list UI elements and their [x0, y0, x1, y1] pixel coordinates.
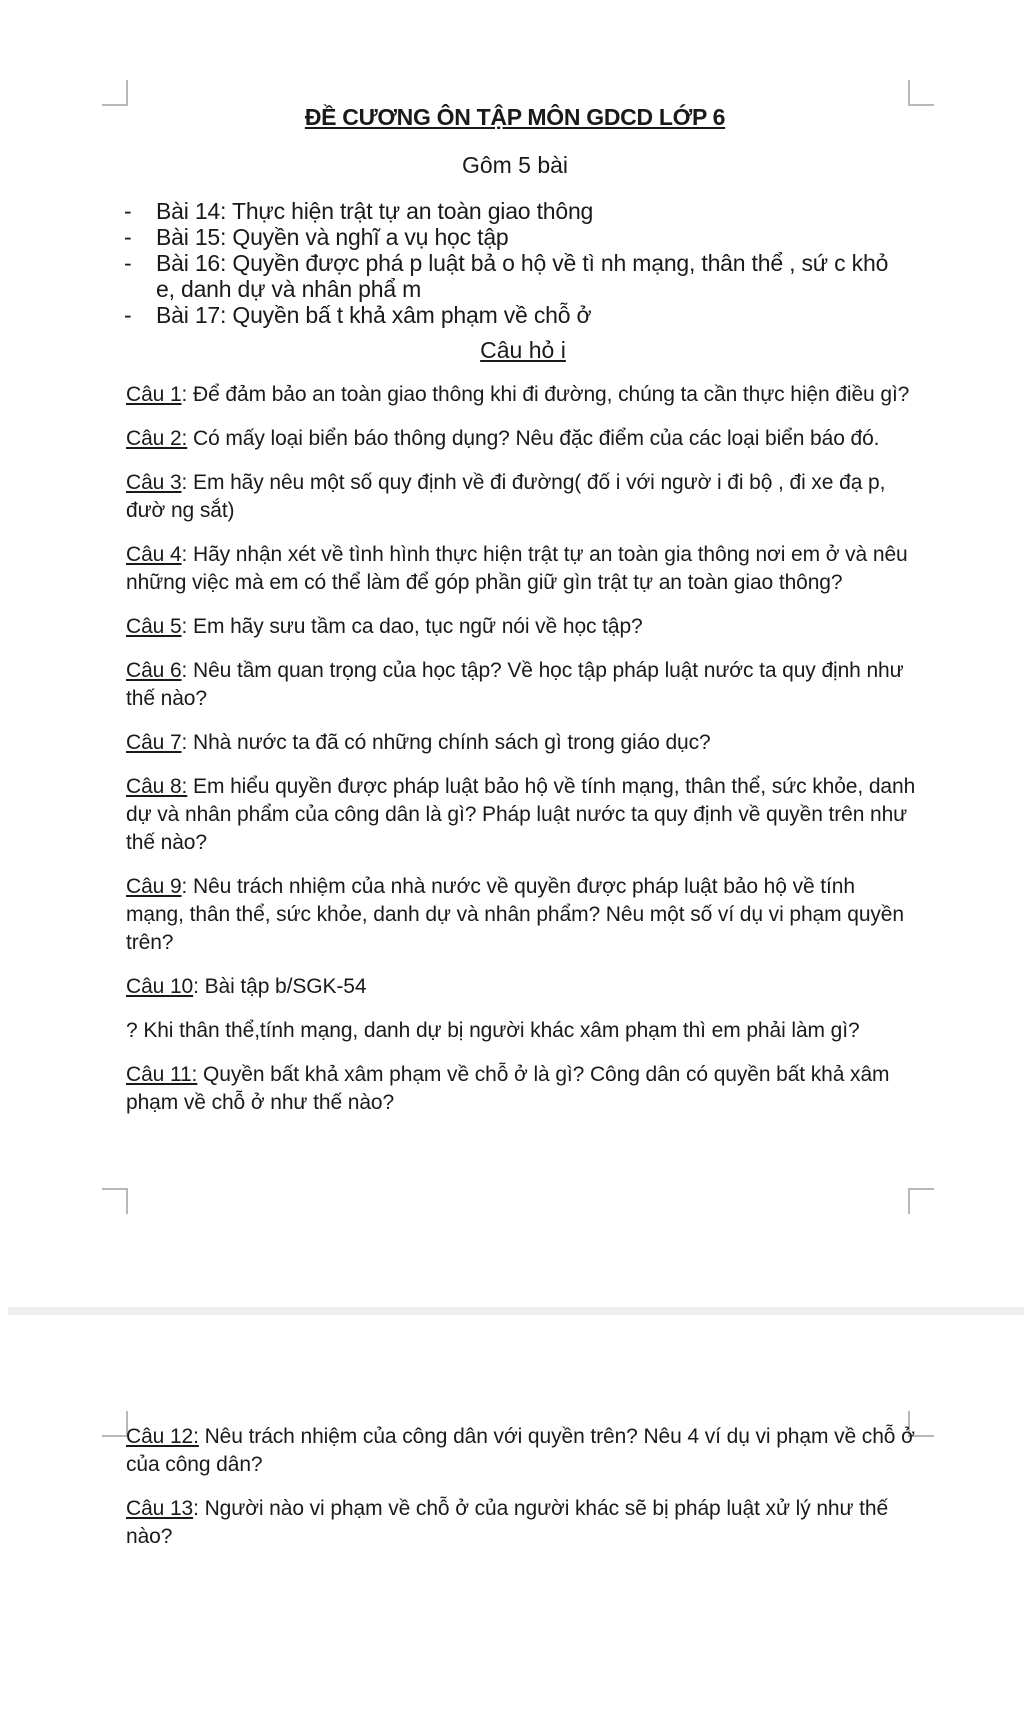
question-separator: : — [181, 383, 194, 406]
question-text: Nhà nước ta đã có những chính sách gì trong giáo dục? — [193, 731, 711, 754]
question-separator: : — [181, 875, 194, 898]
question-label: Câu 6 — [126, 659, 182, 682]
question-separator: : — [181, 471, 194, 494]
question-label: Câu 11: — [126, 1063, 198, 1086]
question-label: Câu 9 — [126, 875, 182, 898]
question-item — [126, 613, 916, 641]
question-text: Em hãy nêu một số quy định về đi đường( đố i với ngườ i đi bộ , đi xe đạ p, đườ ng sắt) — [126, 471, 886, 522]
question-label: Câu 5 — [126, 615, 182, 638]
question-text: Nêu trách nhiệm của công dân với quyền trên? Nêu 4 ví dụ vi phạm về chỗ ở của công dân? — [126, 1425, 915, 1476]
question-text: ? Khi thân thể,tính mạng, danh dự bị người khác xâm phạm thì em phải làm gì? — [126, 1019, 860, 1042]
crop-mark-bottom-right — [908, 1188, 934, 1214]
question-list — [126, 381, 916, 1133]
list-dash: - — [124, 302, 132, 328]
question-text: Quyền bất khả xâm phạm về chỗ ở là gì? Công dân có quyền bất khả xâm phạm về chỗ ở như thế nào? — [126, 1063, 890, 1114]
lesson-item: - Bài 15: Quyền và nghĩ a vụ học tập — [124, 224, 509, 250]
question-text: Em hãy sưu tầm ca dao, tục ngữ nói về học tập? — [193, 615, 643, 638]
question-item — [126, 381, 916, 409]
question-label: Câu 12: — [126, 1425, 199, 1448]
lesson-list — [120, 198, 900, 328]
question-separator: : — [193, 975, 205, 998]
question-separator: : — [193, 1497, 205, 1520]
question-text: Hãy nhận xét về tình hình thực hiện trật tự an toàn gia thông nơi em ở và nêu những việc mà em có thể làm để góp phần giữ gìn trật tự an toàn giao thông? — [126, 543, 908, 594]
question-item — [126, 1495, 916, 1551]
question-label: Câu 2: — [126, 427, 188, 450]
question-label: Câu 4 — [126, 543, 182, 566]
crop-mark-top-left — [102, 80, 128, 106]
question-item — [126, 541, 916, 597]
question-separator: : — [181, 543, 194, 566]
question-separator: : — [181, 659, 194, 682]
crop-mark-bottom-left — [102, 1188, 128, 1214]
document-title: ĐỀ CƯƠNG ÔN TẬP MÔN GDCD LỚP 6 — [304, 104, 726, 130]
question-label: Câu 13 — [126, 1497, 194, 1520]
question-item — [126, 1061, 916, 1117]
list-dash: - — [124, 224, 132, 250]
question-item — [126, 973, 916, 1001]
question-list — [126, 1423, 916, 1567]
question-label: Câu 10 — [126, 975, 194, 998]
crop-mark-top-right — [908, 80, 934, 106]
question-text: Để đảm bảo an toàn giao thông khi đi đường, chúng ta cần thực hiện điều gì? — [193, 383, 910, 406]
question-label: Câu 7 — [126, 731, 182, 754]
question-item — [126, 425, 916, 453]
lesson-item: - Bài 16: Quyền được phá p luật bả o hộ về tì nh mạng, thân thể , sứ c khỏ e, danh dự và nhân phẩ m — [124, 250, 889, 302]
question-item — [126, 657, 916, 713]
question-text: Nêu tầm quan trọng của học tập? Về học tập pháp luật nước ta quy định như thế nào? — [126, 659, 904, 710]
question-separator: : — [181, 731, 194, 754]
question-label: Câu 3 — [126, 471, 182, 494]
question-text: Có mấy loại biển báo thông dụng? Nêu đặc điểm của các loại biển báo đó. — [193, 427, 880, 450]
list-dash: - — [124, 198, 132, 224]
question-text: Nêu trách nhiệm của nhà nước về quyền được pháp luật bảo hộ về tính mạng, thân thể, sức khỏe, danh dự và nhân phẩm? Nêu một số ví dụ vi phạm quyền trên? — [126, 875, 904, 954]
list-dash: - — [124, 250, 132, 276]
question-text: Bài tập b/SGK-54 — [204, 975, 367, 998]
crop-mark-top-left — [102, 1411, 128, 1437]
question-text: Em hiểu quyền được pháp luật bảo hộ về tính mạng, thân thể, sức khỏe, danh dự và nhân phẩm của công dân là gì? Pháp luật nước ta quy định về quyền trên như thế nào? — [126, 775, 916, 854]
question-item — [126, 773, 916, 857]
questions-heading: Câu hỏ i — [480, 337, 566, 363]
lesson-item: - Bài 17: Quyền bấ t khả xâm phạm về chỗ ở — [124, 302, 592, 328]
question-item — [126, 469, 916, 525]
question-label: Câu 1 — [126, 383, 182, 406]
question-item — [126, 1017, 916, 1045]
document-subtitle: Gôm 5 bài — [461, 152, 569, 178]
question-label: Câu 8: — [126, 775, 188, 798]
question-item — [126, 1423, 916, 1479]
question-separator: : — [181, 615, 194, 638]
question-item — [126, 873, 916, 957]
page-separator — [8, 1307, 1024, 1315]
question-text: Người nào vi phạm về chỗ ở của người khác sẽ bị pháp luật xử lý như thế nào? — [126, 1497, 889, 1548]
lesson-item: - Bài 14: Thực hiện trật tự an toàn giao thông — [124, 198, 594, 224]
question-item — [126, 729, 916, 757]
